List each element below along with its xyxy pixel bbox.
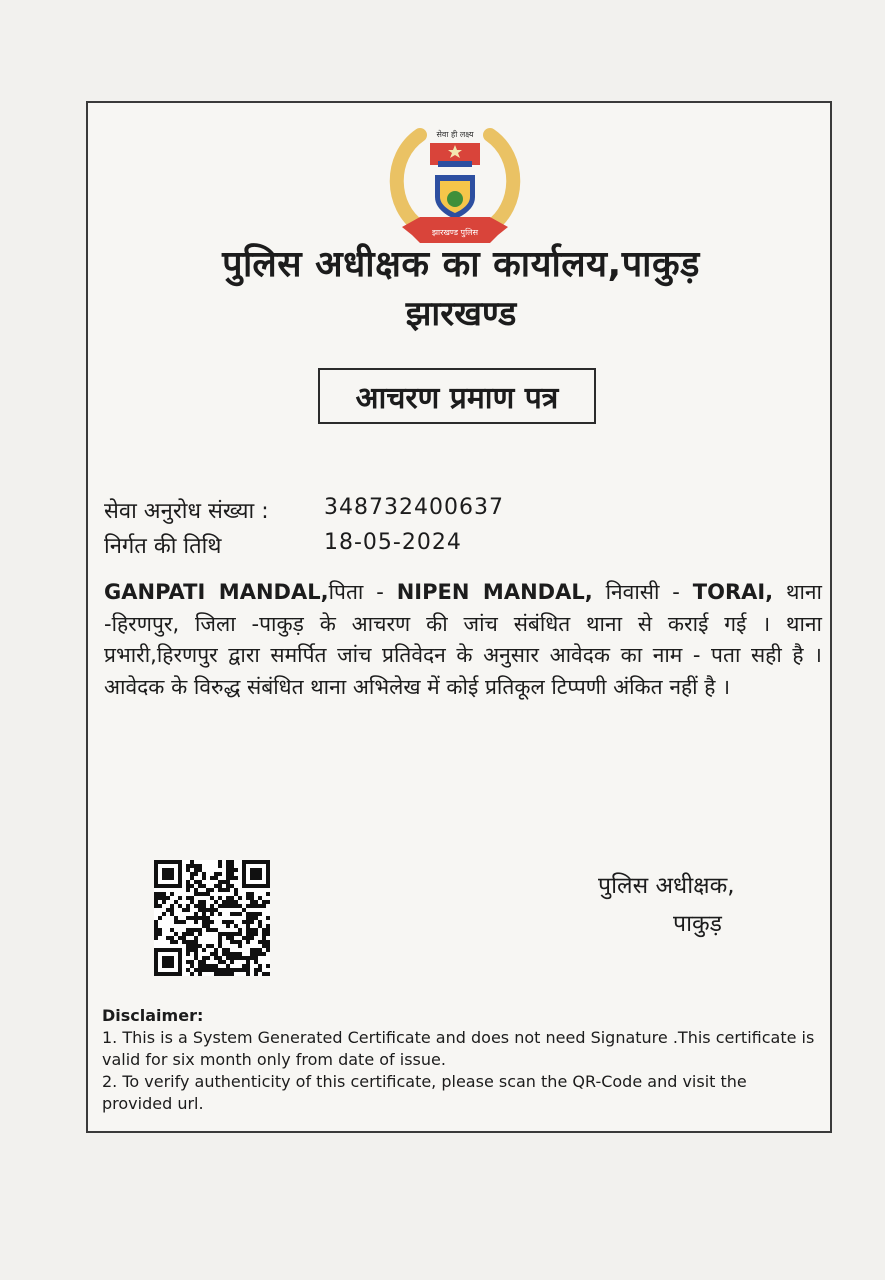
issue-date-label: निर्गत की तिथि	[104, 534, 222, 559]
signatory-title: पुलिस अधीक्षक,	[598, 873, 735, 899]
resident-label: निवासी -	[592, 580, 693, 604]
service-request-row	[104, 495, 704, 525]
issue-date-value: 18-05-2024	[324, 530, 462, 555]
certificate-frame	[86, 101, 832, 1133]
issue-date-row	[104, 530, 704, 560]
father-label: पिता -	[328, 580, 397, 604]
emblem-motto-top: सेवा ही लक्ष्य	[436, 130, 474, 139]
disclaimer-point-2: 2. To verify authenticity of this certificate, please scan the QR-Code and visit the provided url.	[102, 1072, 747, 1113]
certificate-title-box	[318, 368, 596, 424]
office-title: पुलिस अधीक्षक का कार्यालय,पाकुड़	[222, 244, 700, 285]
service-request-label: सेवा अनुरोध संख्या :	[104, 499, 269, 524]
service-request-number: 348732400637	[324, 495, 504, 520]
state-title: झारखण्ड	[405, 294, 517, 334]
certificate-body	[104, 577, 822, 703]
emblem-ribbon-text: झारखण्ड पुलिस	[431, 228, 479, 237]
jharkhand-police-emblem-icon	[380, 117, 530, 257]
qr-code-icon[interactable]	[154, 860, 270, 976]
disclaimer	[102, 1005, 822, 1115]
body-statement: थाना -हिरणपुर, जिला -पाकुड़ के आचरण की जांच संबंधित थाना से कराई गई । थाना प्रभारी,हिरणपुर द्वारा समर्पित जांच प्रतिवेदन के अनुसार आवेदक का नाम - पता सही है । आवेदक के विरुद्ध संबंधित थाना अभिलेख में कोई प्रतिकूल टिप्पणी अंकित नहीं है ।	[104, 580, 822, 699]
village-name: TORAI,	[692, 580, 774, 604]
disclaimer-heading: Disclaimer:	[102, 1006, 204, 1025]
signatory-location: पाकुड़	[673, 911, 722, 937]
certificate-title: आचरण प्रमाण पत्र	[355, 380, 559, 416]
disclaimer-point-1: 1. This is a System Generated Certificate and does not need Signature .This certificate is valid for six month only from date of issue.	[102, 1028, 815, 1069]
father-name: NIPEN MANDAL,	[396, 580, 593, 604]
applicant-name: GANPATI MANDAL,	[104, 580, 329, 604]
